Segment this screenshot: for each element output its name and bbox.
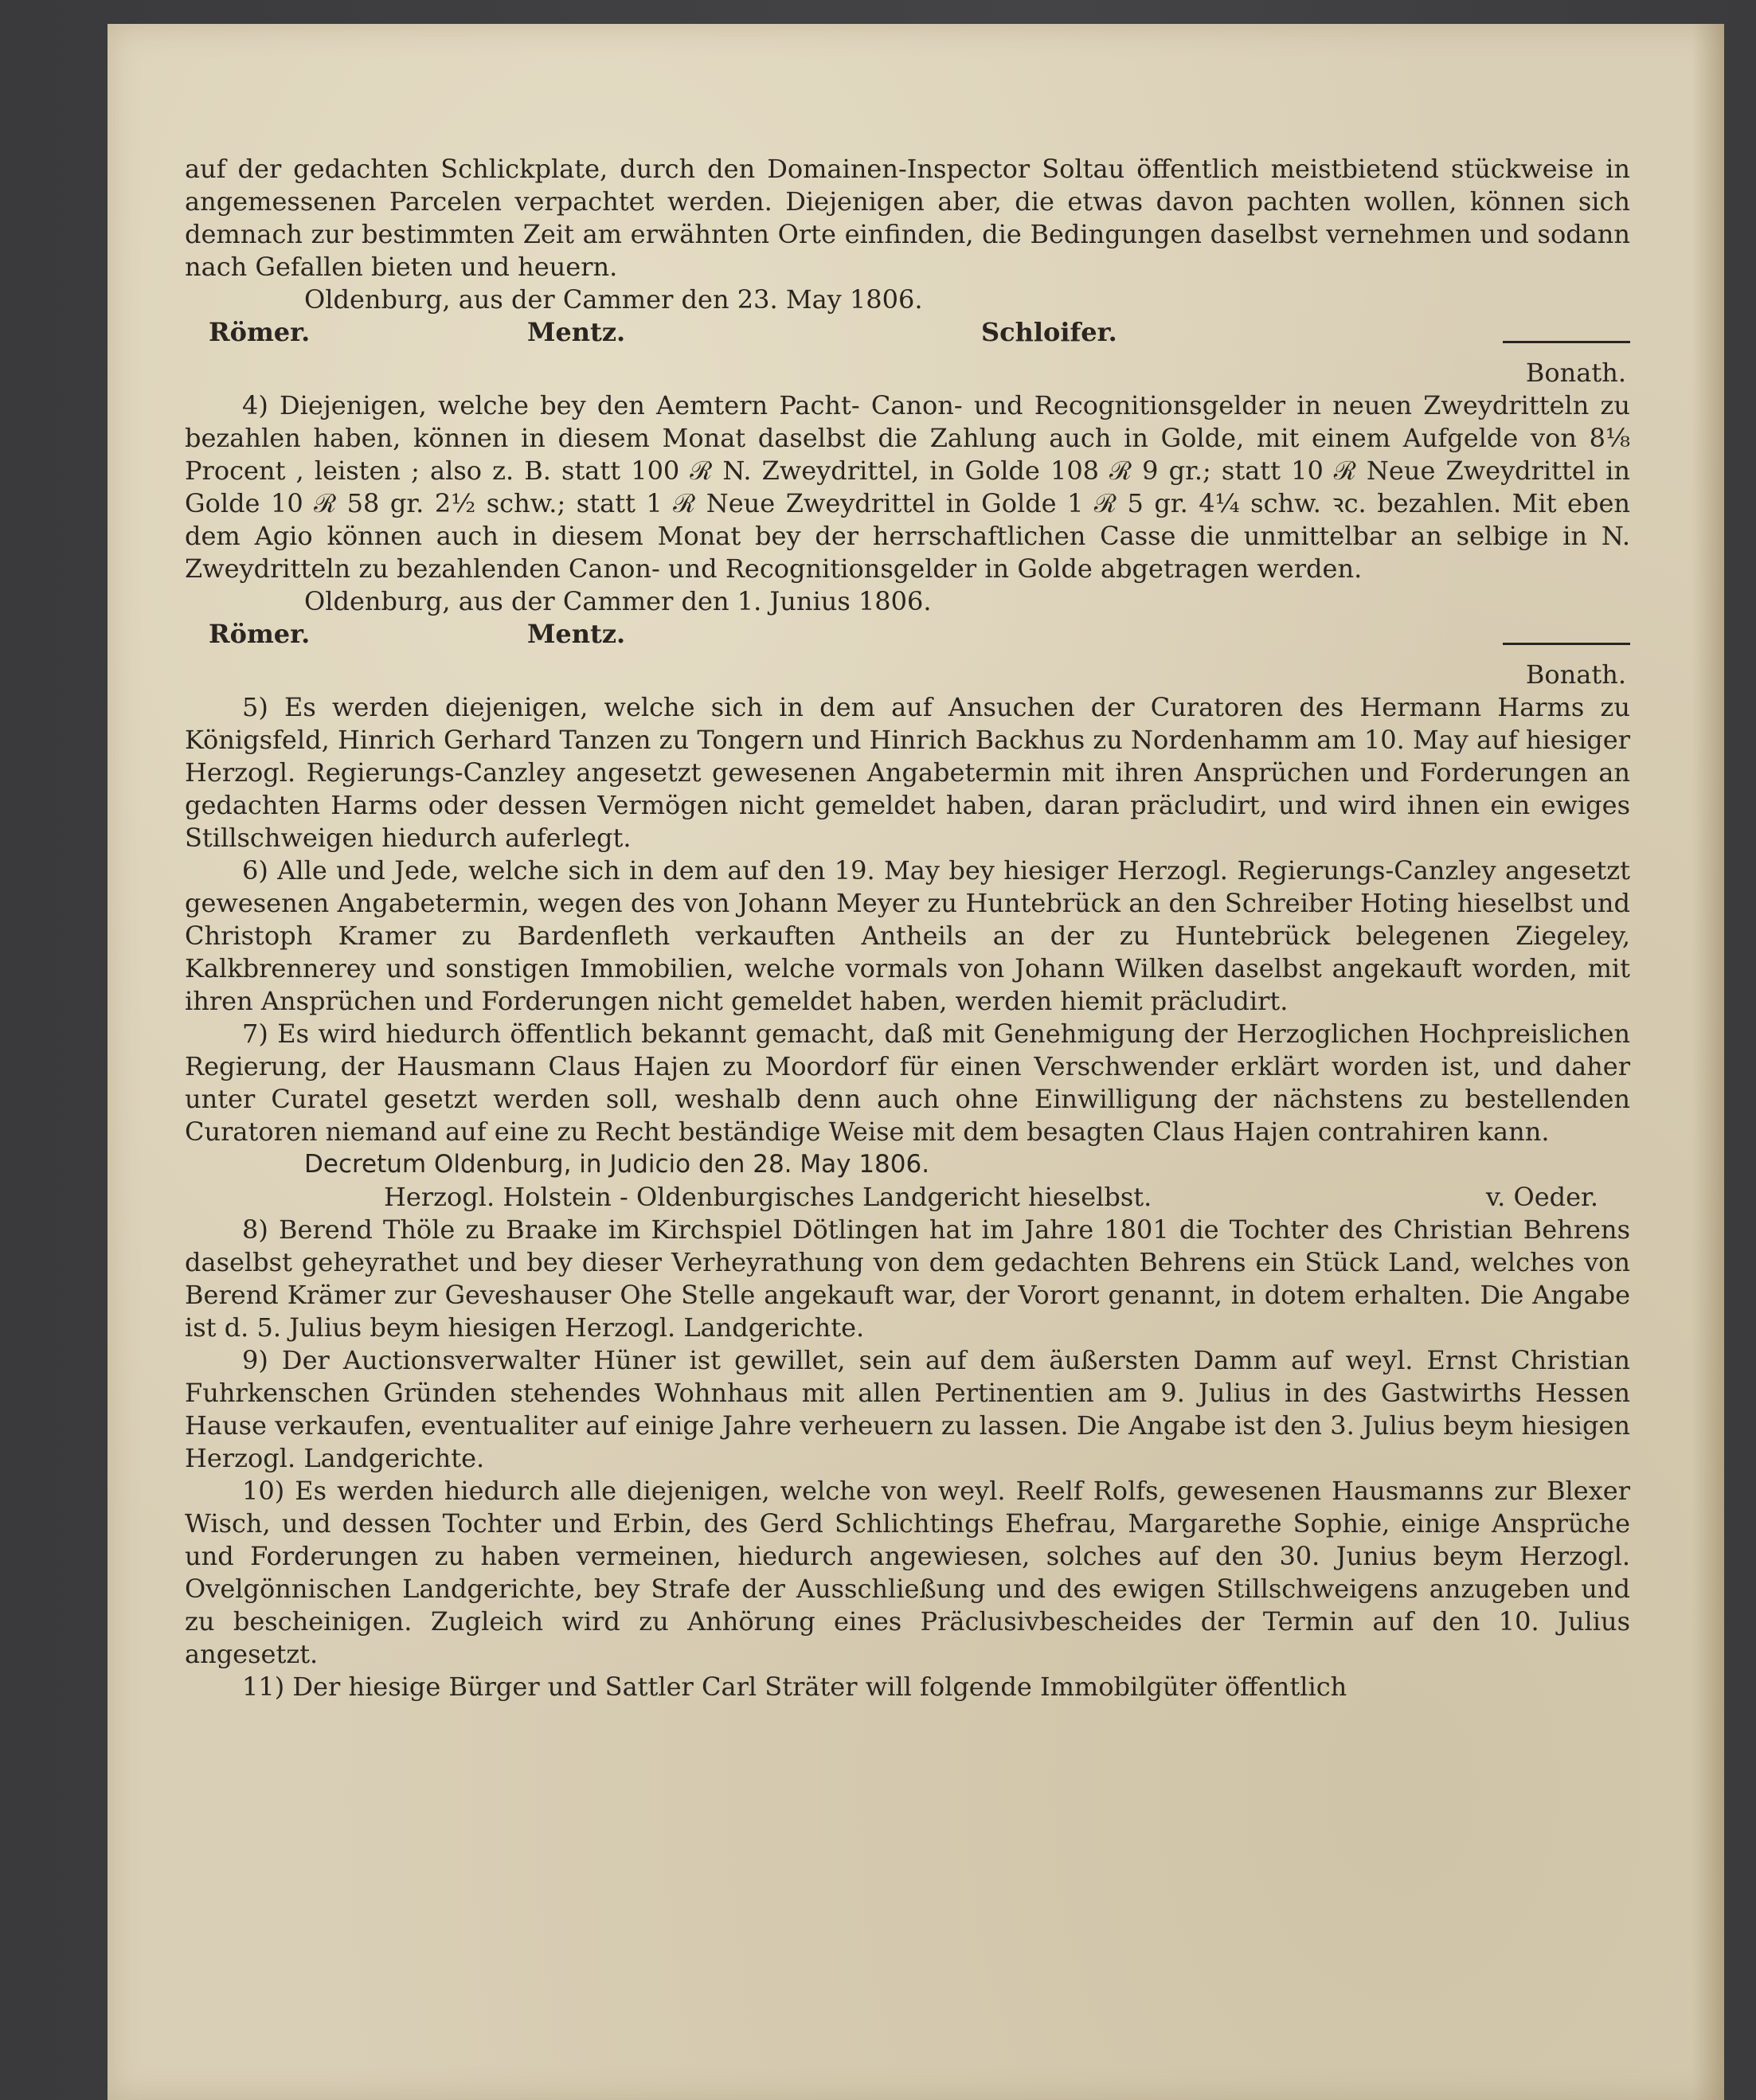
page-content: [185, 153, 1630, 1703]
signature-roemer: Römer.: [209, 619, 311, 649]
notice-10-text: 10) Es werden hiedurch alle diejenigen, welche von weyl. Reelf Rolfs, gewesenen Hausmanns zur Blexer Wisch, und dessen Tochter und Erbin, des Gerd Schlichtings Ehefrau, Margarethe Sophie, einige Ansprüche und Forderungen zu haben vermeinen, hiedurch angewiesen, solches auf den 30. Junius beym Herzogl. Ovelgönnischen Landgerichte, bey Strafe der Ausschließung und des ewigen Stillschweigens anzugeben und zu bescheinigen. Zugleich wird zu Anhörung eines Präclusivbescheides der Termin auf den 10. Julius angesetzt.: [185, 1476, 1630, 1669]
court-name: Herzogl. Holstein - Oldenburgisches Landgericht hieselbst.: [384, 1182, 1152, 1212]
signature-row: [185, 618, 1630, 651]
notice-9-text: 9) Der Auctionsverwalter Hüner ist gewillet, sein auf dem äußersten Damm auf weyl. Ernst Christian Fuhrkenschen Gründen stehendes Wohnhaus mit allen Pertinentien am 9. Julius in des Gastwirths Hessen Hause verkaufen, eventualiter auf einige Jahre verheuern zu lassen. Die Angabe ist den 3. Julius beym hiesigen Herzogl. Landgerichte.: [185, 1345, 1630, 1473]
notice-4-text: 4) Diejenigen, welche bey den Aemtern Pacht- Canon- und Recognitionsgelder in neuen Zweydritteln zu bezahlen haben, können in diesem Monat daselbst die Zahlung auch in Golde, mit einem Aufgelde von 8⅛ Procent , leisten ; also z. B. statt 100 ℛ N. Zweydrittel, in Golde 108 ℛ 9 gr.; statt 10 ℛ Neue Zweydrittel in Golde 10 ℛ 58 gr. 2½ schw.; statt 1 ℛ Neue Zweydrittel in Golde 1 ℛ 5 gr. 4¼ schw. ꝛc. bezahlen. Mit eben dem Agio können auch in diesem Monat bey der herrschaftlichen Casse die unmittelbar an selbige in N. Zweydritteln zu bezahlenden Canon- und Recognitionsgelder in Golde abgetragen werden.: [185, 390, 1630, 584]
dateline: Oldenburg, aus der Cammer den 23. May 1806.: [304, 284, 923, 315]
signature-oeder: v. Oeder.: [1485, 1182, 1598, 1212]
signature-roemer: Römer.: [209, 317, 311, 347]
signature-divider: [185, 651, 1630, 659]
page-edge-shadow: [1692, 24, 1724, 2100]
signature-mentz: Mentz.: [527, 317, 626, 347]
signature-divider: [185, 349, 1630, 357]
notice-11-text: 11) Der hiesige Bürger und Sattler Carl Sträter will folgende Immobilgüter öffentlich: [242, 1672, 1347, 1702]
notice-5-text: 5) Es werden diejenigen, welche sich in dem auf Ansuchen der Curatoren des Hermann Harms zu Königsfeld, Hinrich Gerhard Tanzen zu Tongern und Hinrich Backhus zu Nordenhamm am 10. May auf hiesiger Herzogl. Regierungs-Canzley angesetzt gewesenen Angabetermin mit ihren Ansprüchen und Forderungen an gedachten Harms oder dessen Vermögen nicht gemeldet haben, daran präcludirt, und wird ihnen ein ewiges Stillschweigen hiedurch auferlegt.: [185, 692, 1630, 853]
notice-7-text: 7) Es wird hiedurch öffentlich bekannt gemacht, daß mit Genehmigung der Herzoglichen Hochpreislichen Regierung, der Hausmann Claus Hajen zu Moordorf für einen Verschwender erklärt worden ist, und daher unter Curatel gesetzt werden soll, weshalb denn auch ohne Einwilligung der nächstens zu bestellenden Curatoren niemand auf eine zu Recht beständige Weise mit dem besagten Claus Hajen contrahiren kann.: [185, 1019, 1630, 1147]
signature-row: [185, 316, 1630, 349]
notice-6-text: 6) Alle und Jede, welche sich in dem auf den 19. May bey hiesiger Herzogl. Regierungs-Canzley angesetzt gewesenen Angabetermin, wegen des von Johann Meyer zu Huntebrück an den Schreiber Hoting hieselbst und Christoph Kramer zu Bardenfleth verkauften Antheils an der zu Huntebrück belegenen Ziegeley, Kalkbrennerey und sonstigen Immobilien, welche vormals von Johann Wilken daselbst angekauft worden, mit ihren Ansprüchen und Forderungen nicht gemeldet haben, werden hiemit präcludirt.: [185, 855, 1630, 1016]
notice-8-text: 8) Berend Thöle zu Braake im Kirchspiel Dötlingen hat im Jahre 1801 die Tochter des Christian Behrens daselbst geheyrathet und bey dieser Verheyrathung von dem gedachten Behrens ein Stück Land, welches von Berend Krämer zur Geveshauser Ohe Stelle angekauft war, der Vorort genannt, in dotem erhalten. Die Angabe ist d. 5. Julius beym hiesigen Herzogl. Landgerichte.: [185, 1214, 1630, 1343]
signature-bonath: Bonath.: [1525, 659, 1626, 690]
court-signature-row: [185, 1181, 1630, 1214]
signature-mentz: Mentz.: [527, 619, 626, 649]
notice-schlickplate-text: auf der gedachten Schlickplate, durch den Domainen-Inspector Soltau öffentlich meistbietend stückweise in angemessenen Parcelen verpachtet werden. Diejenigen aber, die etwas davon pachten wollen, können sich demnach zur bestimmten Zeit am erwähnten Orte einfinden, die Bedingungen daselbst vernehmen und sodann nach Gefallen bieten und heuern.: [185, 154, 1630, 282]
dateline: Oldenburg, aus der Cammer den 1. Junius 1806.: [304, 586, 932, 616]
decree-line: Decretum Oldenburg, in Judicio den 28. May 1806.: [304, 1150, 930, 1179]
signature-schloifer: Schloifer.: [981, 317, 1117, 347]
signature-bonath: Bonath.: [1525, 358, 1626, 388]
